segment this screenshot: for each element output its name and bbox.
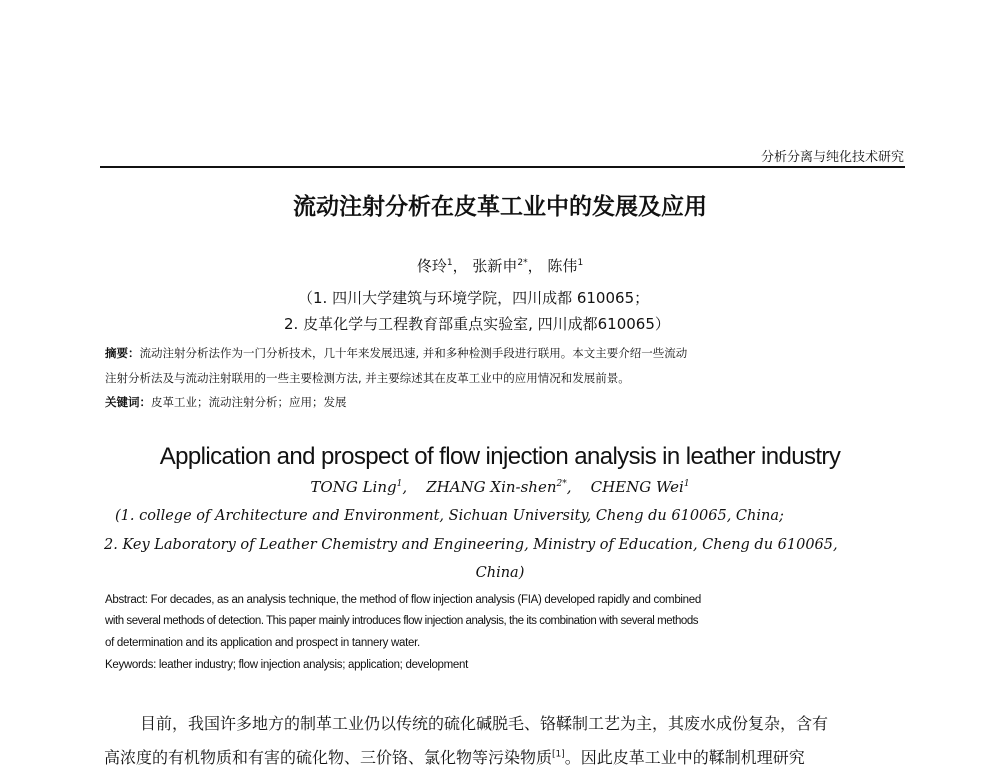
abstract-en-label: Abstract: xyxy=(105,594,148,606)
abstract-cn-line-1 xyxy=(105,345,687,361)
paper-title-en: Application and prospect of flow injection analysis in leather industry xyxy=(159,443,841,470)
affiliation-en-3: China) xyxy=(475,565,525,581)
abstract-en-text-1: For decades, as an analysis technique, the method of flow injection analysis (FIA) developed rapidly and combined xyxy=(150,594,701,606)
author-2-affil: 2* xyxy=(517,258,528,268)
citation-ref[interactable]: [1] xyxy=(552,749,565,760)
author-en-1-affil: 1 xyxy=(396,479,403,489)
abstract-en-line-2: with several methods of detection. This paper mainly introduces flow injection analysis, the its combination with several methods xyxy=(105,615,699,627)
keywords-en xyxy=(105,659,468,671)
header-rule xyxy=(100,166,905,168)
keywords-cn xyxy=(105,394,347,410)
author-en-2: ZHANG Xin-shen xyxy=(426,478,557,496)
author-sep: ， xyxy=(452,257,468,275)
body-line-2-text: 高浓度的有机物质和有害的硫化物、三价铬、氯化物等污染物质 xyxy=(104,748,553,767)
abstract-en-line-1 xyxy=(105,594,701,606)
abstract-cn-text-1: 流动注射分析法作为一门分析技术，几十年来发展迅速, 并和多种检测手段进行联用。本文主要介绍一些流动 xyxy=(139,346,688,360)
author-en-3: CHENG Wei xyxy=(590,478,684,496)
author-1: 佟玲 xyxy=(416,257,447,275)
running-header: 分析分离与纯化技术研究 xyxy=(760,150,904,165)
body-line-2 xyxy=(104,745,805,768)
author-sep: ， xyxy=(527,257,543,275)
author-en-3-affil: 1 xyxy=(683,479,690,489)
paper-title-cn: 流动注射分析在皮革工业中的发展及应用 xyxy=(293,194,707,220)
author-en-sep: , xyxy=(566,478,572,496)
author-2: 张新申 xyxy=(472,257,518,275)
abstract-cn-line-2: 注射分析法及与流动注射联用的一些主要检测方法, 并主要综述其在皮革工业中的应用情况和发展前景。 xyxy=(105,371,630,385)
abstract-en-line-3: of determination and its application and prospect in tannery water. xyxy=(105,637,420,649)
author-en-1: TONG Ling xyxy=(310,478,397,496)
author-1-affil: 1 xyxy=(446,258,453,268)
authors-cn xyxy=(0,255,1000,276)
affiliation-en-2: 2. Key Laboratory of Leather Chemistry and Engineering, Ministry of Education, Cheng du 610065, xyxy=(104,537,838,553)
keywords-cn-label: 关键词： xyxy=(105,395,151,409)
authors-en xyxy=(0,478,1000,496)
abstract-cn-label: 摘要： xyxy=(105,346,140,360)
author-en-sep: , xyxy=(402,478,408,496)
author-en-2-affil: 2* xyxy=(556,479,567,489)
body-line-1: 目前，我国许多地方的制革工业仍以传统的硫化碱脱毛、铬鞣制工艺为主，其废水成份复杂，含有 xyxy=(140,714,829,733)
keywords-cn-text: 皮革工业；流动注射分析；应用；发展 xyxy=(151,395,347,409)
affiliation-cn-1: （1. 四川大学建筑与环境学院，四川成都 610065； xyxy=(298,289,650,307)
affiliation-en-1: (1. college of Architecture and Environment, Sichuan University, Cheng du 610065, China; xyxy=(115,508,784,524)
keywords-en-label: Keywords: xyxy=(105,659,156,671)
body-line-2-text-cont: 。因此皮革工业中的鞣制机理研究 xyxy=(564,748,805,767)
author-3: 陈伟 xyxy=(547,257,578,275)
author-3-affil: 1 xyxy=(577,258,584,268)
affiliation-cn-2: 2. 皮革化学与工程教育部重点实验室, 四川成都610065） xyxy=(284,315,670,333)
keywords-en-text: leather industry; flow injection analysis; application; development xyxy=(158,659,469,671)
